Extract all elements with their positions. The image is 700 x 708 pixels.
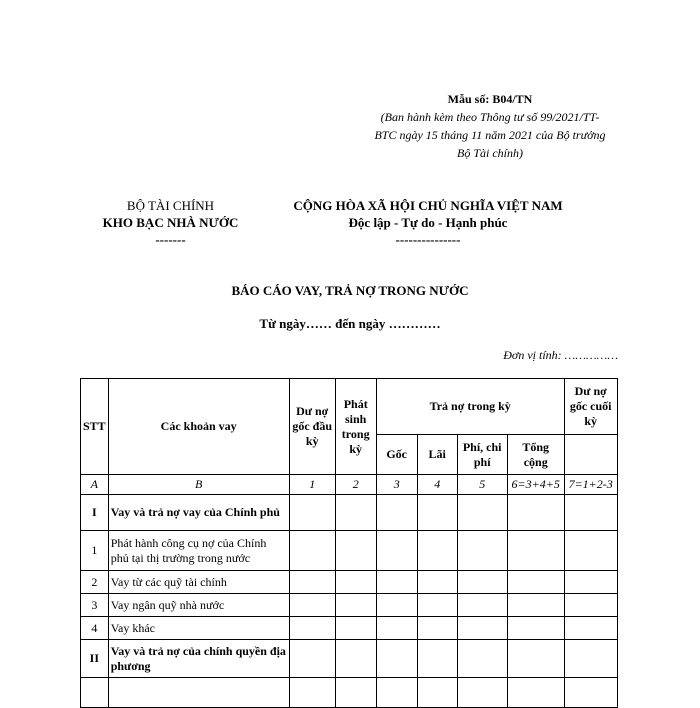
- index-cell: A: [81, 475, 109, 495]
- index-cell: 2: [335, 475, 376, 495]
- header-loans: Các khoản vay: [108, 379, 289, 475]
- issued-note-line-2: BTC ngày 15 tháng 11 năm 2021 của Bộ trưởng: [374, 128, 606, 142]
- index-cell: 5: [457, 475, 507, 495]
- country-name: CỘNG HÒA XÃ HỘI CHỦ NGHĨA VIỆT NAM: [293, 198, 563, 213]
- table-row: [81, 617, 618, 640]
- header-repayment: Trả nợ trong kỳ: [376, 379, 564, 435]
- header-closing-blank: [564, 435, 617, 475]
- header-interest: Lãi: [417, 435, 457, 475]
- index-cell: 7=1+2-3: [564, 475, 617, 495]
- treasury-name: KHO BẠC NHÀ NƯỚC: [102, 215, 239, 230]
- index-cell: 3: [376, 475, 417, 495]
- header-arising: Phát sinh trong kỳ: [335, 379, 376, 475]
- header-total: Tổng cộng: [507, 435, 564, 475]
- table-row: [81, 571, 618, 594]
- table-row: [81, 594, 618, 617]
- row-label: Phát hành công cụ nợ của Chính phủ tại thị trường trong nước: [108, 531, 289, 571]
- header-opening-balance: Dư nợ gốc đầu kỳ: [289, 379, 335, 475]
- header-fees: Phí, chi phí: [457, 435, 507, 475]
- table-row: [81, 640, 618, 678]
- loan-report-table: [80, 378, 618, 708]
- table-row-partial: [81, 678, 618, 708]
- row-label: Vay và trả nợ của chính quyền địa phương: [108, 640, 289, 678]
- unit-label: Đơn vị tính: ……………: [503, 348, 618, 362]
- row-label: Vay và trả nợ vay của Chính phủ: [108, 495, 289, 531]
- row-label: Vay ngân quỹ nhà nước: [108, 594, 289, 617]
- header-stt: STT: [81, 379, 109, 475]
- ministry-name: BỘ TÀI CHÍNH: [126, 198, 215, 213]
- national-header: [268, 197, 588, 248]
- row-stt: 2: [81, 571, 109, 594]
- issued-note-line-3: Bộ Tài chính): [457, 146, 523, 160]
- date-range: Từ ngày…… đến ngày …………: [259, 316, 441, 331]
- index-cell: 6=3+4+5: [507, 475, 564, 495]
- header-closing-balance: Dư nợ gốc cuối kỳ: [564, 379, 617, 435]
- row-label: Vay khác: [108, 617, 289, 640]
- report-title: BÁO CÁO VAY, TRẢ NỢ TRONG NƯỚC: [231, 283, 469, 298]
- row-stt: 3: [81, 594, 109, 617]
- form-info-block: [340, 90, 640, 162]
- table-row: [81, 531, 618, 571]
- row-stt: II: [81, 640, 109, 678]
- agency-header: [88, 197, 253, 248]
- row-label: Vay từ các quỹ tài chính: [108, 571, 289, 594]
- index-cell: B: [108, 475, 289, 495]
- national-motto: Độc lập - Tự do - Hạnh phúc: [348, 215, 508, 230]
- form-number: Mẫu số: B04/TN: [447, 92, 533, 106]
- agency-divider: -------: [155, 232, 186, 247]
- index-cell: 1: [289, 475, 335, 495]
- national-divider: ---------------: [395, 232, 461, 247]
- header-row-1: [81, 379, 618, 435]
- row-stt: I: [81, 495, 109, 531]
- row-stt: 4: [81, 617, 109, 640]
- row-stt: 1: [81, 531, 109, 571]
- table-row: [81, 495, 618, 531]
- header-principal: Gốc: [376, 435, 417, 475]
- issued-note-line-1: (Ban hành kèm theo Thông tư số 99/2021/TT-: [380, 110, 600, 124]
- index-cell: 4: [417, 475, 457, 495]
- index-row: [81, 475, 618, 495]
